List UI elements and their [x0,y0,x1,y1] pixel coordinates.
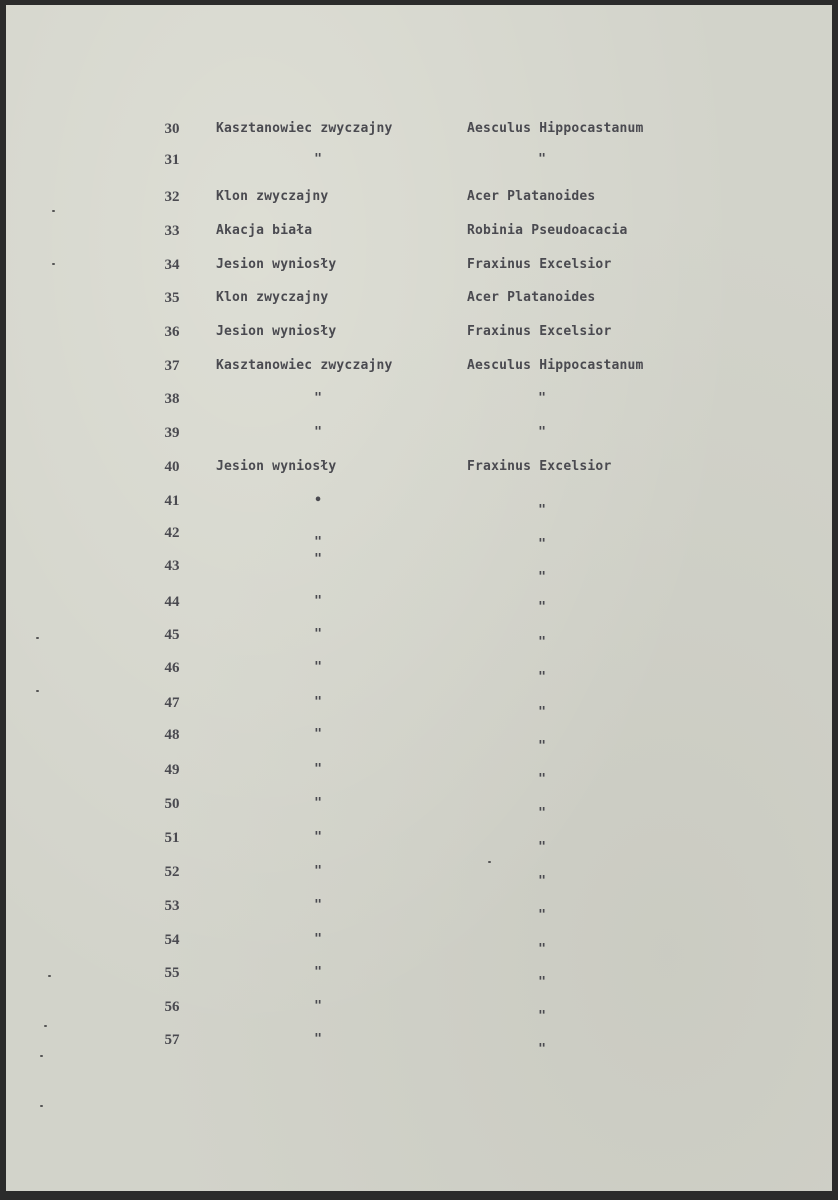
row-number: 51 [164,830,180,846]
ditto-mark: " [314,660,322,675]
table-row [6,290,832,310]
ditto-mark: " [538,705,546,720]
row-number: 53 [164,898,180,914]
common-name: Klon zwyczajny [216,290,329,305]
row-number: 45 [164,627,180,643]
common-name: Jesion wyniosły [216,459,337,474]
ditto-mark: " [538,391,546,406]
table-row [6,459,832,479]
common-name: Akacja biała [216,223,313,238]
row-number: 54 [164,932,180,948]
paper-speck [36,690,39,692]
ditto-mark: " [538,975,546,990]
ditto-mark: " [314,535,322,550]
table-row [6,898,832,923]
paper-speck [52,263,55,265]
document-page [6,5,832,1191]
ditto-mark: " [538,537,546,552]
row-number: 49 [164,762,180,778]
table-row [6,189,832,209]
latin-name: Aesculus Hippocastanum [467,121,644,136]
ditto-mark: " [538,908,546,923]
ditto-mark: " [314,627,322,642]
ditto-mark: " [314,999,322,1014]
table-row [6,796,832,821]
ditto-mark: " [314,796,322,811]
table-row [6,358,832,378]
common-name: Kasztanowiec zwyczajny [216,121,393,136]
ditto-mark: " [538,942,546,957]
table-row [6,830,832,855]
row-number: 38 [164,391,180,407]
ditto-mark: " [538,570,546,585]
paper-speck [52,210,55,212]
latin-name: Fraxinus Excelsior [467,324,612,339]
ditto-mark: " [538,670,546,685]
ditto-mark: " [314,1032,322,1047]
table-row [6,525,832,552]
latin-name: Aesculus Hippocastanum [467,358,644,373]
latin-name: Fraxinus Excelsior [467,459,612,474]
ditto-mark: " [538,425,546,440]
row-number: 32 [164,189,180,205]
table-row [6,121,832,141]
ditto-mark: " [314,864,322,879]
table-row [6,965,832,990]
row-number: 39 [164,425,180,441]
ditto-mark: " [314,425,322,440]
table-row [6,864,832,889]
common-name: Jesion wyniosły [216,257,337,272]
ditto-mark: " [314,727,322,742]
row-number: 48 [164,727,180,743]
table-row [6,324,832,344]
row-number: 37 [164,358,180,374]
row-number: 47 [164,695,180,711]
ditto-mark: " [314,695,322,710]
row-number: 33 [164,223,180,239]
ditto-mark: " [538,635,546,650]
row-number: 41 [164,493,180,509]
paper-speck [488,861,491,863]
ditto-mark: " [314,898,322,913]
paper-speck [36,637,39,639]
row-number: 31 [164,152,180,168]
row-number: 35 [164,290,180,306]
table-row [6,594,832,614]
row-number: 30 [164,121,180,137]
ditto-mark: " [538,772,546,787]
ditto-mark: " [538,874,546,889]
ditto-mark: " [314,552,322,567]
paper-speck [44,1025,47,1027]
ditto-mark: " [538,503,546,518]
table-row [6,695,832,720]
ditto-mark: " [314,594,322,609]
common-name: Jesion wyniosły [216,324,337,339]
ditto-mark: " [538,152,546,167]
row-number: 50 [164,796,180,812]
common-name: Kasztanowiec zwyczajny [216,358,393,373]
table-row [6,493,832,518]
paper-speck [40,1055,43,1057]
table-row [6,152,832,172]
ditto-mark: " [314,965,322,980]
table-row [6,660,832,685]
ditto-mark: " [538,600,546,615]
row-number: 34 [164,257,180,273]
row-number: 52 [164,864,180,880]
table-row [6,223,832,243]
table-row [6,391,832,411]
ditto-mark: " [538,1042,546,1057]
common-name: Klon zwyczajny [216,189,329,204]
row-number: 43 [164,558,180,574]
table-row [6,762,832,787]
table-row [6,552,832,585]
table-row [6,425,832,445]
row-number: 56 [164,999,180,1015]
ditto-mark: " [314,932,322,947]
row-number: 36 [164,324,180,340]
latin-name: Robinia Pseudoacacia [467,223,628,238]
latin-name: Acer Platanoides [467,290,596,305]
ditto-mark: " [538,840,546,855]
latin-name: Acer Platanoides [467,189,596,204]
row-number: 57 [164,1032,180,1048]
row-number: 42 [164,525,180,541]
ditto-mark: " [538,739,546,754]
table-row [6,1032,832,1057]
ditto-mark: " [538,806,546,821]
table-row [6,727,832,754]
table-row [6,627,832,650]
row-number: 46 [164,660,180,676]
table-row [6,257,832,277]
table-row [6,932,832,957]
paper-speck [40,1105,43,1107]
ditto-mark: • [314,493,322,508]
paper-speck [48,975,51,977]
ditto-mark: " [314,830,322,845]
ditto-mark: " [314,391,322,406]
row-number: 40 [164,459,180,475]
ditto-mark: " [314,152,322,167]
row-number: 44 [164,594,180,610]
latin-name: Fraxinus Excelsior [467,257,612,272]
ditto-mark: " [538,1009,546,1024]
row-number: 55 [164,965,180,981]
ditto-mark: " [314,762,322,777]
table-row [6,999,832,1024]
